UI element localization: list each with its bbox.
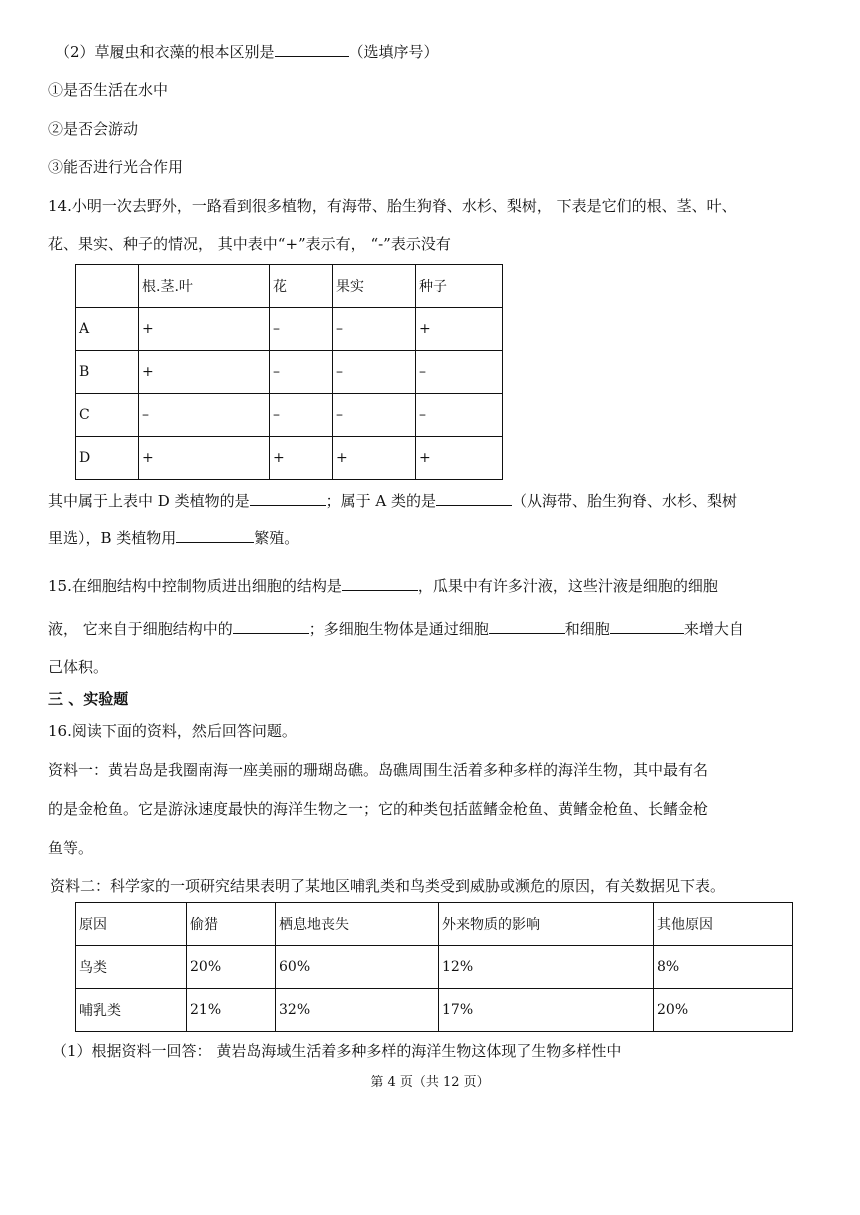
table-cell: + [139, 351, 270, 394]
q15-line1: 15.在细胞结构中控制物质进出细胞的结构是 ，瓜果中有许多汁液，这些汁液是细胞的细胞 [48, 577, 718, 595]
table-cell: D [76, 437, 139, 480]
table-cell: – [270, 308, 333, 351]
table-header-cell: 栖息地丧失 [276, 903, 439, 946]
table-cell: – [416, 351, 503, 394]
table-row [76, 394, 503, 437]
table-header-cell: 果实 [333, 265, 416, 308]
table-header-cell [76, 265, 139, 308]
q14-question-line1: 其中属于上表中 D 类植物的是 ；属于 A 类的是 （从海带、胎生狗脊、水杉、梨树 [48, 492, 737, 510]
answer-blank[interactable] [489, 619, 565, 634]
table-header-cell: 原因 [76, 903, 187, 946]
q14-question-line2: 里选），B 类植物用 繁殖。 [48, 529, 300, 547]
table-row [76, 989, 793, 1032]
table-cell: 12% [439, 946, 654, 989]
table-row [76, 946, 793, 989]
table-cell: 鸟类 [76, 946, 187, 989]
table-cell: – [416, 394, 503, 437]
table-cell: 21% [187, 989, 276, 1032]
q13-part2: （2）草履虫和衣藻的根本区别是 （选填序号） [55, 43, 439, 61]
table-header-row [76, 265, 503, 308]
q13-option-3: ③能否进行光合作用 [48, 158, 184, 176]
table-row [76, 437, 503, 480]
q16-material1-line3: 鱼等。 [48, 839, 94, 857]
table-row [76, 308, 503, 351]
q16-intro: 16.阅读下面的资料，然后回答问题。 [48, 722, 297, 740]
table-header-row [76, 903, 793, 946]
answer-blank[interactable] [436, 491, 512, 506]
table-cell: 20% [187, 946, 276, 989]
answer-blank[interactable] [610, 619, 684, 634]
table-cell: + [139, 437, 270, 480]
table-cell: – [270, 394, 333, 437]
table-cell: – [333, 394, 416, 437]
table-header-cell: 其他原因 [654, 903, 793, 946]
q13-option-1: ①是否生活在水中 [48, 81, 169, 99]
table-header-cell: 花 [270, 265, 333, 308]
page-footer: 第 4 页（共 12 页） [370, 1075, 490, 1090]
answer-blank[interactable] [342, 576, 418, 591]
table-header-cell: 外来物质的影响 [439, 903, 654, 946]
table-cell: – [333, 308, 416, 351]
table-cell: 哺乳类 [76, 989, 187, 1032]
q13-option-2: ②是否会游动 [48, 120, 139, 138]
table-header-cell: 种子 [416, 265, 503, 308]
table-cell: 32% [276, 989, 439, 1032]
q15-line3: 己体积。 [48, 658, 109, 676]
q16-material2: 资料二：科学家的一项研究结果表明了某地区哺乳类和鸟类受到威胁或濒危的原因，有关数据见下表。 [50, 877, 726, 895]
table-cell: B [76, 351, 139, 394]
table-header-cell: 偷猎 [187, 903, 276, 946]
section-title-experiment: 三 、实验题 [48, 690, 129, 708]
table-cell: 20% [654, 989, 793, 1032]
answer-blank[interactable] [275, 42, 349, 57]
answer-blank[interactable] [250, 491, 326, 506]
table-cell: – [270, 351, 333, 394]
table-cell: + [270, 437, 333, 480]
table-cell: + [416, 437, 503, 480]
table-cell: – [139, 394, 270, 437]
q14-text-line1: 14.小明一次去野外，一路看到很多植物，有海带、胎生狗脊、水杉、梨树， 下表是它们的根、茎、叶、 [48, 197, 737, 215]
table-cell: 60% [276, 946, 439, 989]
table-cell: A [76, 308, 139, 351]
plant-table [75, 264, 503, 480]
table-cell: + [139, 308, 270, 351]
q14-text-line2: 花、果实、种子的情况， 其中表中“+”表示有， “-”表示没有 [48, 235, 451, 253]
table-cell: – [333, 351, 416, 394]
answer-blank[interactable] [176, 528, 254, 543]
table-row [76, 351, 503, 394]
q16-material1-line2: 的是金枪鱼。它是游泳速度最快的海洋生物之一；它的种类包括蓝鳍金枪鱼、黄鳍金枪鱼、长鳍金枪 [48, 800, 709, 818]
table-cell: 17% [439, 989, 654, 1032]
table-header-cell: 根.茎.叶 [139, 265, 270, 308]
table-cell: C [76, 394, 139, 437]
q16-material1-line1: 资料一：黄岩岛是我圈南海一座美丽的珊瑚岛礁。岛礁周围生活着多种多样的海洋生物，其中最有名 [48, 761, 709, 779]
q15-line2: 液， 它来自于细胞结构中的 ；多细胞生物体是通过细胞 和细胞 来增大自 [48, 620, 744, 638]
table-cell: 8% [654, 946, 793, 989]
table-cell: + [333, 437, 416, 480]
table-cell: + [416, 308, 503, 351]
answer-blank[interactable] [233, 619, 309, 634]
threat-table [75, 902, 793, 1032]
q16-subquestion-1: （1）根据资料一回答： 黄岩岛海域生活着多种多样的海洋生物这体现了生物多样性中 [52, 1042, 622, 1060]
